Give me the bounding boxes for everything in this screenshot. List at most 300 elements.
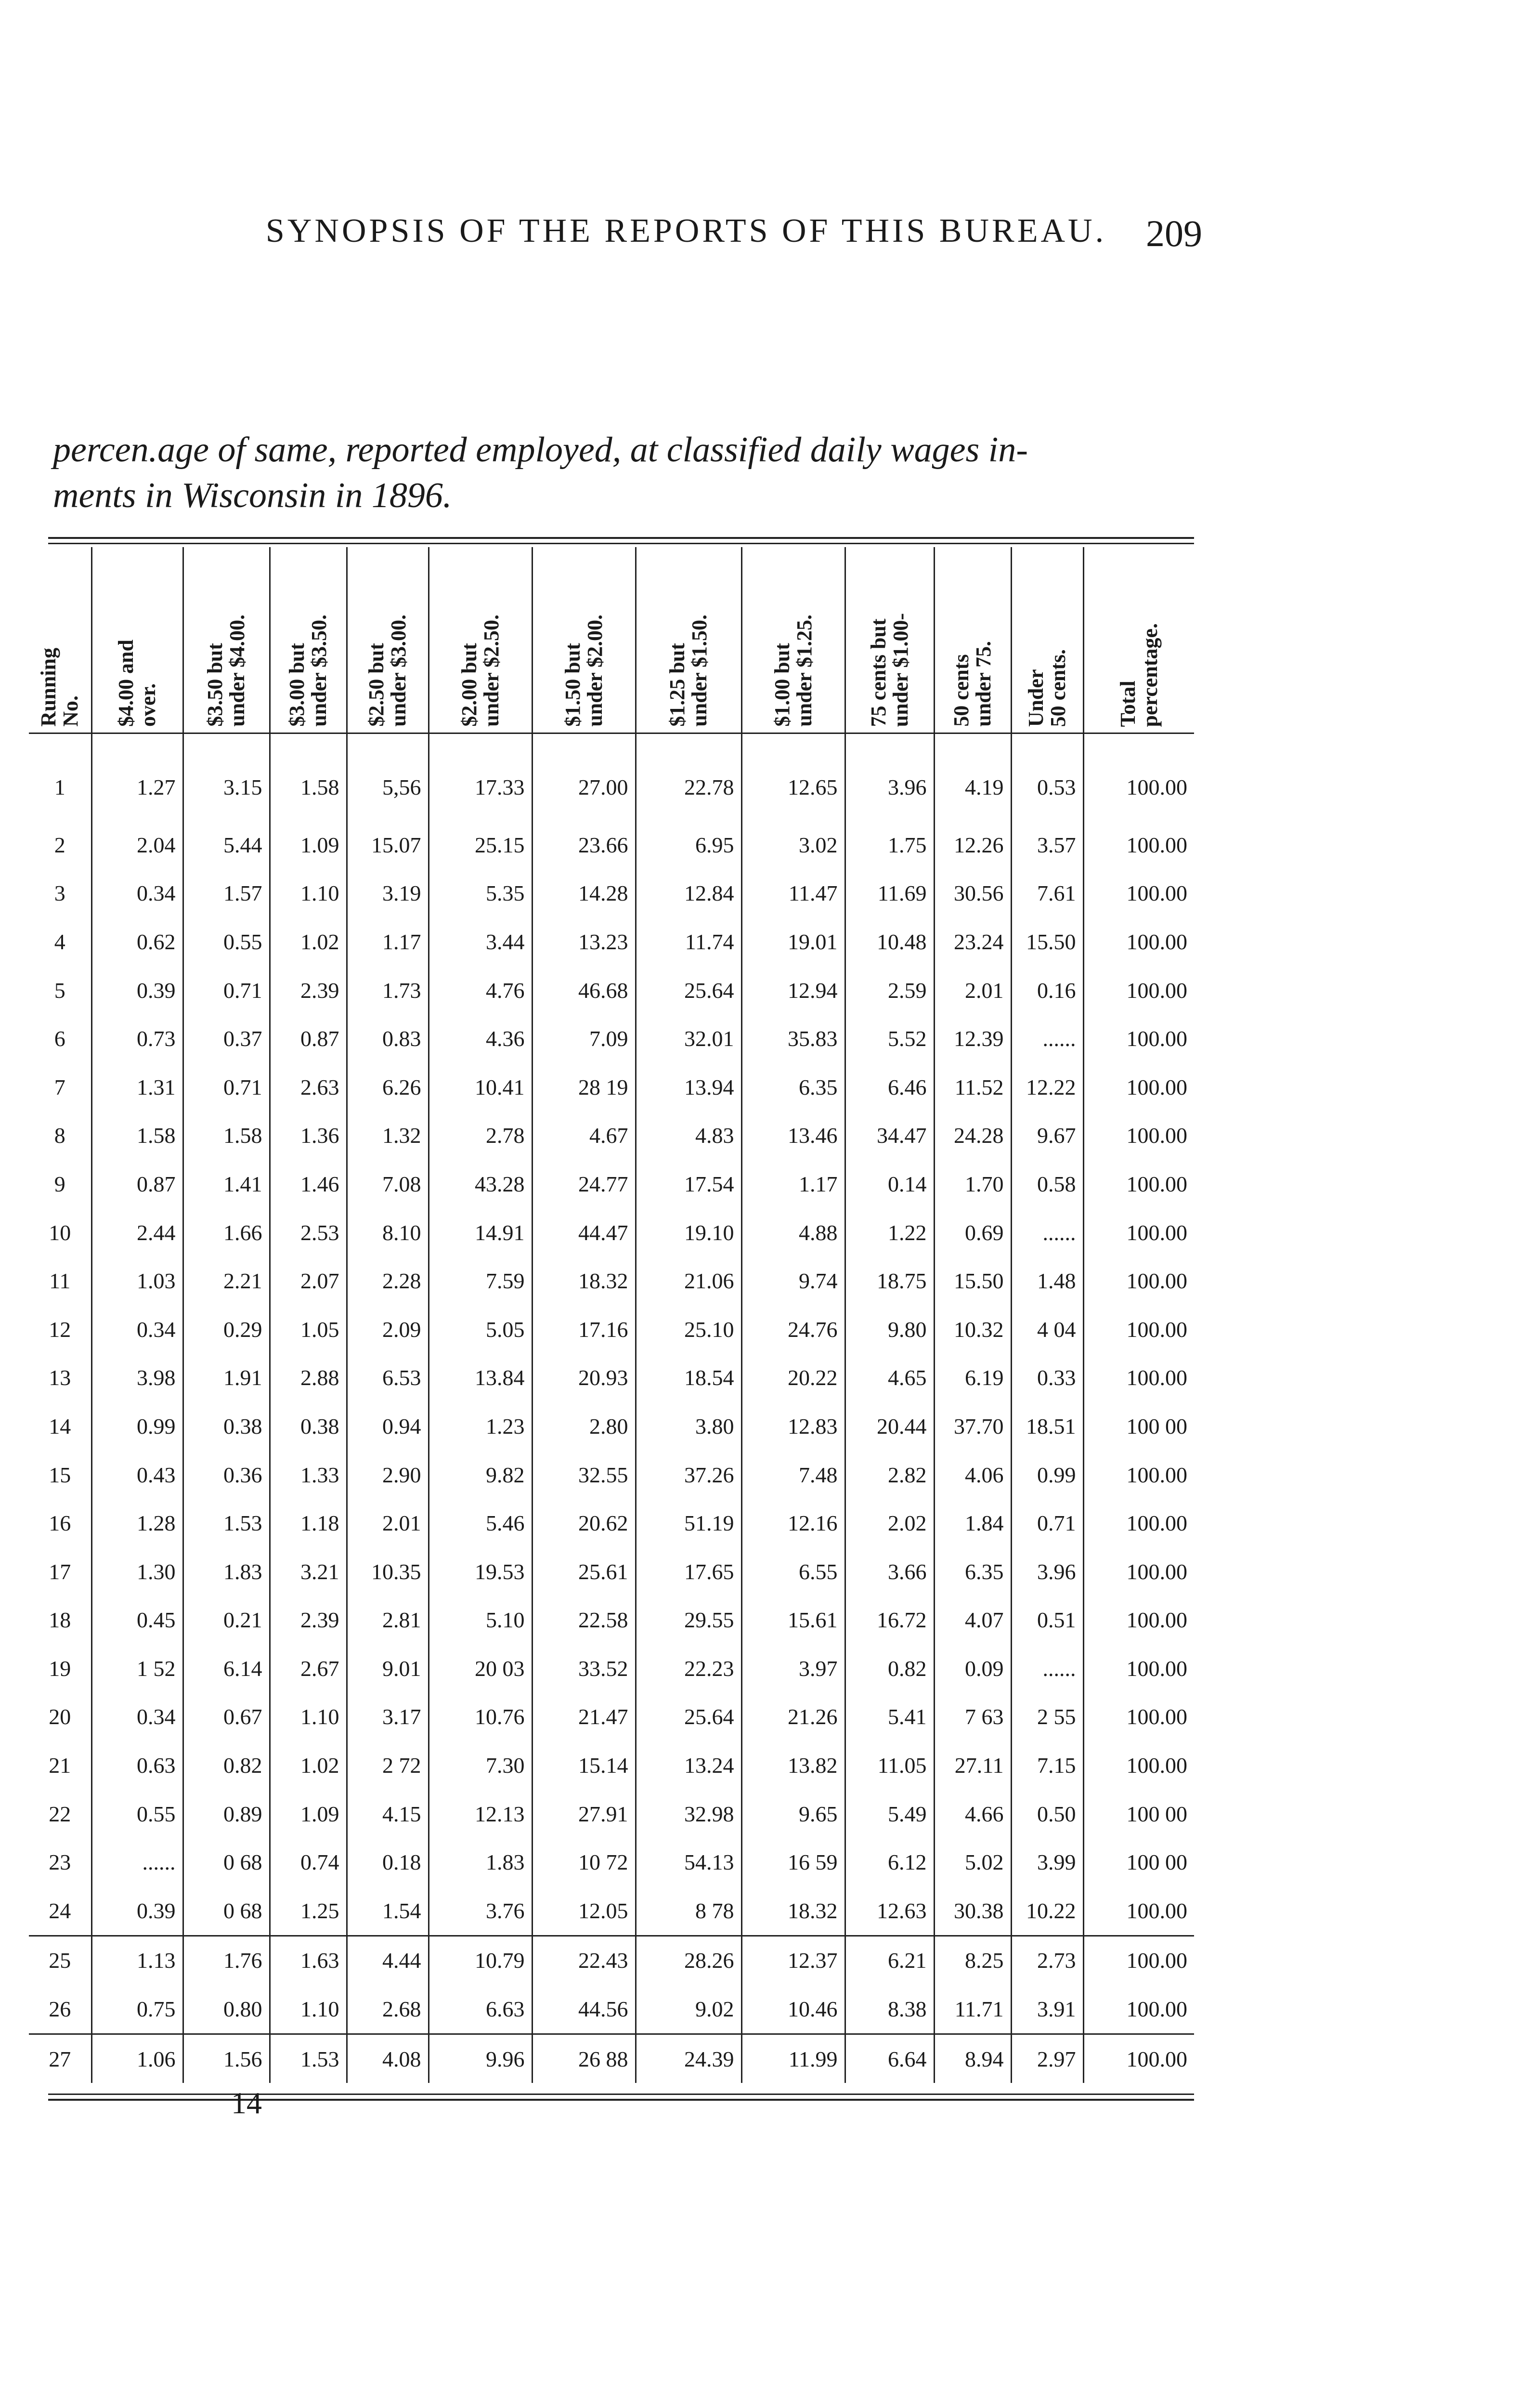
table-cell: 22.58: [532, 1596, 636, 1645]
table-cell: 9.74: [741, 1256, 845, 1305]
table-cell: 100.00: [1126, 1026, 1187, 1051]
table-cell: 1.36: [270, 1112, 347, 1160]
table-cell: 0.51: [1011, 1596, 1083, 1645]
table-cell: 4.08: [347, 2034, 429, 2083]
row-number-cell: 15: [29, 1451, 91, 1499]
table-cell: 0.89: [183, 1790, 270, 1838]
table-cell: 11.52: [934, 1063, 1011, 1112]
table-row: [29, 1741, 1194, 1790]
table-cell: 1.18: [270, 1499, 347, 1547]
table-row: [29, 1208, 1194, 1257]
column-header-wrap: [429, 547, 532, 733]
table-cell: 9.02: [636, 1985, 741, 2034]
table-cell: 1.17: [347, 917, 429, 966]
table-cell: 8.94: [934, 2034, 1011, 2083]
row-number-cell: 26: [29, 1985, 91, 2034]
table-cell: 33.52: [532, 1644, 636, 1693]
table-cell: 0.36: [183, 1451, 270, 1499]
column-header: [1083, 547, 1194, 733]
table-cell: 2.44: [91, 1208, 183, 1257]
table-cell: 12.39: [934, 1014, 1011, 1063]
table-cell: 27.00: [532, 733, 636, 821]
table-cell: 30.56: [934, 869, 1011, 918]
table-cell: 5.44: [183, 821, 270, 869]
table-cell: 100.00: [1126, 1898, 1187, 1923]
row-number-cell: 9: [29, 1160, 91, 1208]
table-cell: 11.69: [845, 869, 934, 918]
table-cell: 9.96: [429, 2034, 532, 2083]
table-row: [29, 1014, 1194, 1063]
row-number-cell: 19: [29, 1644, 91, 1693]
column-header-label: $3.00 but under $3.50.: [285, 615, 331, 727]
table-cell: 0.94: [347, 1402, 429, 1451]
table-cell: 15.50: [1011, 917, 1083, 966]
table-cell: 1.06: [91, 2034, 183, 2083]
table-row: [29, 1838, 1194, 1886]
table-row: [29, 1547, 1194, 1596]
table-cell: 1.84: [934, 1499, 1011, 1547]
table-cell: 3.21: [270, 1547, 347, 1596]
table-cell: 17.54: [636, 1160, 741, 1208]
column-header: [429, 547, 532, 733]
table-cell: 12.05: [532, 1886, 636, 1936]
table-cell: 4.19: [934, 733, 1011, 821]
table-cell: 3.66: [845, 1547, 934, 1596]
table-cell: 7.59: [429, 1256, 532, 1305]
table-cell: 5.41: [845, 1693, 934, 1741]
table-cell: 6.95: [636, 821, 741, 869]
table-cell: 0.71: [1011, 1499, 1083, 1547]
table-cell: 11.05: [845, 1741, 934, 1790]
table-cell: 100 00: [1126, 1801, 1187, 1826]
table-cell: 6.12: [845, 1838, 934, 1886]
table-row: [29, 1693, 1194, 1741]
table-cell: 37.26: [636, 1451, 741, 1499]
row-number-cell: 17: [29, 1547, 91, 1596]
table-cell: 7.09: [532, 1014, 636, 1063]
row-number-cell: 18: [29, 1596, 91, 1645]
table-cell: 1.58: [270, 733, 347, 821]
table-cell: 1.33: [270, 1451, 347, 1499]
table-cell: 7.08: [347, 1160, 429, 1208]
table-row: [29, 966, 1194, 1015]
table-cell: 0 68: [183, 1886, 270, 1936]
table-cell: 37.70: [934, 1402, 1011, 1451]
table-cell: 100.00: [1126, 1511, 1187, 1536]
table-cell: 32.01: [636, 1014, 741, 1063]
table-cell: 2.21: [183, 1256, 270, 1305]
table-cell: 0.21: [183, 1596, 270, 1645]
table-cell: 0.69: [934, 1208, 1011, 1257]
table-cell: 18.32: [532, 1256, 636, 1305]
table-cell: 0.45: [91, 1596, 183, 1645]
caption-year: 1896.: [371, 476, 452, 515]
column-header-wrap: [184, 547, 269, 733]
table-cell: ......: [1011, 1644, 1083, 1693]
table-cell: 13.46: [741, 1112, 845, 1160]
table-cell: 9.65: [741, 1790, 845, 1838]
table-cell: 100.00: [1126, 1220, 1187, 1245]
table-row: [29, 869, 1194, 918]
column-header-wrap: [533, 547, 635, 733]
column-header-label: $1.50 but under $2.00.: [560, 615, 607, 727]
table-cell: 6.64: [845, 2034, 934, 2083]
table-cell: 13.94: [636, 1063, 741, 1112]
table-cell: 6.35: [934, 1547, 1011, 1596]
table-cell: 2.28: [347, 1256, 429, 1305]
table-row: [29, 1596, 1194, 1645]
table-cell: 0.53: [1011, 733, 1083, 821]
table-cell: 0.09: [934, 1644, 1011, 1693]
table-cell: 11.71: [934, 1985, 1011, 2034]
table-cell: 4.76: [429, 966, 532, 1015]
table-cell: 22.23: [636, 1644, 741, 1693]
table-cell: 20.22: [741, 1354, 845, 1402]
table-cell: 0.80: [183, 1985, 270, 2034]
column-header-wrap: [29, 547, 91, 733]
table-cell: 28 19: [532, 1063, 636, 1112]
table-cell: 8.25: [934, 1936, 1011, 1985]
table-cell: 1.02: [270, 917, 347, 966]
table-cell: 2.97: [1011, 2034, 1083, 2083]
table-cell: 0 68: [183, 1838, 270, 1886]
table-cell: 5,56: [347, 733, 429, 821]
table-cell: 6.26: [347, 1063, 429, 1112]
table-cell: 1.53: [183, 1499, 270, 1547]
table-cell: 12.94: [741, 966, 845, 1015]
table-row: [29, 1305, 1194, 1354]
table-cell: 100.00: [1126, 929, 1187, 954]
table-cell: 11.47: [741, 869, 845, 918]
table-cell: 100 00: [1126, 1850, 1187, 1875]
table-cell: 5.05: [429, 1305, 532, 1354]
table-row: [29, 1499, 1194, 1547]
table-cell: 100.00: [1083, 2034, 1194, 2083]
table-cell: 1.75: [845, 821, 934, 869]
table-cell: 51.19: [636, 1499, 741, 1547]
row-number-cell: 4: [29, 917, 91, 966]
column-header: [636, 547, 741, 733]
table-cell: 1.56: [183, 2034, 270, 2083]
column-header: [183, 547, 270, 733]
table-cell: 10.46: [741, 1985, 845, 2034]
table-cell: 5.02: [934, 1838, 1011, 1886]
table-row: [29, 1354, 1194, 1402]
table-cell: 100.00: [1126, 1074, 1187, 1099]
table-cell: 1.09: [270, 821, 347, 869]
table-cell: 1.91: [183, 1354, 270, 1402]
table-cell: 7.15: [1011, 1741, 1083, 1790]
table-cell: 54.13: [636, 1838, 741, 1886]
table-cell: 2.09: [347, 1305, 429, 1354]
table-row: [29, 1063, 1194, 1112]
table-cell: 1.13: [91, 1936, 183, 1985]
table-cell: 100.00: [1126, 1462, 1187, 1487]
table-cell: 28.26: [636, 1936, 741, 1985]
table-cell: 12.22: [1011, 1063, 1083, 1112]
table-cell: 0.55: [183, 917, 270, 966]
table-cell: 0.99: [91, 1402, 183, 1451]
table-cell: 100.00: [1126, 1123, 1187, 1148]
column-header: [741, 547, 845, 733]
row-number-cell: 14: [29, 1402, 91, 1451]
table-cell: 8.38: [845, 1985, 934, 2034]
table-cell: 20.62: [532, 1499, 636, 1547]
table-cell: 2.59: [845, 966, 934, 1015]
table-cell: 34.47: [845, 1112, 934, 1160]
table-cell: 4.83: [636, 1112, 741, 1160]
table-cell: 1.54: [347, 1886, 429, 1936]
column-header-label: Running No.: [37, 648, 83, 727]
column-header-wrap: [1084, 547, 1195, 733]
table-cell: 16 59: [741, 1838, 845, 1886]
table-cell: 16.72: [845, 1596, 934, 1645]
table-row: [29, 1256, 1194, 1305]
table-cell: 1.28: [91, 1499, 183, 1547]
table-cell: 9.67: [1011, 1112, 1083, 1160]
table-cell: 2.39: [270, 1596, 347, 1645]
table-cell: 12.37: [741, 1936, 845, 1985]
table-cell: 0.39: [91, 966, 183, 1015]
table-cell: 0.37: [183, 1014, 270, 1063]
table-cell: 1.73: [347, 966, 429, 1015]
table-cell: ......: [1011, 1014, 1083, 1063]
column-header: [91, 547, 183, 733]
column-header-label: $4.00 and over.: [114, 640, 160, 727]
table-cell: 0.71: [183, 966, 270, 1015]
column-header: [532, 547, 636, 733]
table-cell: ......: [91, 1838, 183, 1886]
row-number-cell: 11: [29, 1256, 91, 1305]
table-cell: 10.41: [429, 1063, 532, 1112]
table-cell: 0.55: [91, 1790, 183, 1838]
table-cell: 100.00: [1126, 1997, 1187, 2022]
column-header-wrap: [637, 547, 741, 733]
column-header-label: $1.25 but under $1.50.: [665, 615, 711, 727]
caption-line-2-mid: in: [326, 476, 372, 515]
table-cell: 0.38: [270, 1402, 347, 1451]
table-cell: 100.00: [1126, 1317, 1187, 1342]
table-row: [29, 821, 1194, 869]
table-cell: 12.84: [636, 869, 741, 918]
column-header-wrap: [271, 547, 346, 733]
table-cell: 43.28: [429, 1160, 532, 1208]
table-cell: 13.24: [636, 1741, 741, 1790]
table-cell: 1.10: [270, 869, 347, 918]
table-cell: 23.24: [934, 917, 1011, 966]
table-cell: 21.06: [636, 1256, 741, 1305]
table-cell: 12.63: [845, 1886, 934, 1936]
table-row: [29, 1790, 1194, 1838]
table-cell: 0.33: [1011, 1354, 1083, 1402]
table-cell: 0.34: [91, 869, 183, 918]
caption-line-2-prefix: ments in: [53, 476, 182, 515]
table-cell: 4 04: [1011, 1305, 1083, 1354]
table-cell: 7.48: [741, 1451, 845, 1499]
table-cell: 0.58: [1011, 1160, 1083, 1208]
table-cell: 3.96: [845, 733, 934, 821]
table-cell: 18.32: [741, 1886, 845, 1936]
table-cell: 6.35: [741, 1063, 845, 1112]
table-cell: 2.67: [270, 1644, 347, 1693]
table-row: [29, 733, 1194, 821]
table-cell: 10.32: [934, 1305, 1011, 1354]
table-cell: 1.83: [429, 1838, 532, 1886]
row-number-cell: 27: [29, 2034, 91, 2083]
table-cell: 25.64: [636, 1693, 741, 1741]
table-cell: 1.53: [270, 2034, 347, 2083]
table-cell: 4.67: [532, 1112, 636, 1160]
table-cell: 0.62: [91, 917, 183, 966]
table-cell: 20.93: [532, 1354, 636, 1402]
table-cell: 21.26: [741, 1693, 845, 1741]
table-row: [29, 917, 1194, 966]
table-cell: 1.70: [934, 1160, 1011, 1208]
table-cell: 44.56: [532, 1985, 636, 2034]
row-number-cell: 20: [29, 1693, 91, 1741]
table-cell: 4.36: [429, 1014, 532, 1063]
row-number-cell: 8: [29, 1112, 91, 1160]
table-cell: 0.75: [91, 1985, 183, 2034]
table-cell: 4.06: [934, 1451, 1011, 1499]
table-cell: 10.76: [429, 1693, 532, 1741]
table-cell: 13.82: [741, 1741, 845, 1790]
table-cell: 3.44: [429, 917, 532, 966]
table-cell: 2.07: [270, 1256, 347, 1305]
table-cell: 11.74: [636, 917, 741, 966]
table-cell: 0.87: [270, 1014, 347, 1063]
table-cell: 27.91: [532, 1790, 636, 1838]
table-cell: 18.54: [636, 1354, 741, 1402]
table-row: [29, 1936, 1194, 1985]
column-header: [347, 547, 429, 733]
table-cell: 0.38: [183, 1402, 270, 1451]
table-cell: 1.10: [270, 1985, 347, 2034]
table-cell: 1.10: [270, 1693, 347, 1741]
table-cell: 6.19: [934, 1354, 1011, 1402]
table-cell: 100.00: [1083, 1936, 1194, 1985]
table-cell: 1.58: [183, 1112, 270, 1160]
table-cell: 0.34: [91, 1305, 183, 1354]
table-cell: 15.14: [532, 1741, 636, 1790]
table-cell: 100.00: [1126, 1365, 1187, 1390]
table-cell: 4.66: [934, 1790, 1011, 1838]
table-cell: 0.87: [91, 1160, 183, 1208]
table-cell: 12.13: [429, 1790, 532, 1838]
signature-mark: 14: [231, 2086, 262, 2120]
table-cell: 32.98: [636, 1790, 741, 1838]
table-cell: 100.00: [1126, 1753, 1187, 1778]
table-row: [29, 2034, 1194, 2083]
table-cell: 24.39: [636, 2034, 741, 2083]
table-cell: 17.65: [636, 1547, 741, 1596]
table-cell: 2.78: [429, 1112, 532, 1160]
table-cell: 0.16: [1011, 966, 1083, 1015]
table-cell: 35.83: [741, 1014, 845, 1063]
table-cell: 25.15: [429, 821, 532, 869]
table-header-row: [29, 547, 1194, 733]
table-cell: 9.01: [347, 1644, 429, 1693]
row-number-cell: 10: [29, 1208, 91, 1257]
row-number-cell: 5: [29, 966, 91, 1015]
table-cell: 27.11: [934, 1741, 1011, 1790]
table-cell: 100.00: [1126, 1269, 1187, 1294]
table-cell: 5.52: [845, 1014, 934, 1063]
table-top-rule: [48, 537, 1194, 544]
table-cell: 0.74: [270, 1838, 347, 1886]
table-cell: 29.55: [636, 1596, 741, 1645]
table-cell: 1.27: [91, 733, 183, 821]
table-cell: 2 72: [347, 1741, 429, 1790]
table-cell: 11.99: [741, 2034, 845, 2083]
table-cell: 3.96: [1011, 1547, 1083, 1596]
table-cell: 100.00: [1126, 774, 1187, 799]
table-cell: 100.00: [1126, 978, 1187, 1003]
table-cell: 8 78: [636, 1886, 741, 1936]
column-header-label: 75 cents but under $1.00-: [866, 613, 912, 727]
table-cell: 22.43: [532, 1936, 636, 1985]
table-cell: 3.91: [1011, 1985, 1083, 2034]
table-cell: 19.01: [741, 917, 845, 966]
table-cell: 3.80: [636, 1402, 741, 1451]
table-cell: 2.04: [91, 821, 183, 869]
table-row: [29, 1644, 1194, 1693]
table-cell: 2.90: [347, 1451, 429, 1499]
table-cell: 17.33: [429, 733, 532, 821]
table-cell: 1.46: [270, 1160, 347, 1208]
table-cell: 17.16: [532, 1305, 636, 1354]
table-cell: 1 52: [91, 1644, 183, 1693]
column-header-label: Under 50 cents.: [1024, 649, 1070, 727]
table-cell: 5.49: [845, 1790, 934, 1838]
table-cell: 44.47: [532, 1208, 636, 1257]
table-row: [29, 1402, 1194, 1451]
table-row: [29, 1160, 1194, 1208]
table-cell: 6.55: [741, 1547, 845, 1596]
table-cell: 3.98: [91, 1354, 183, 1402]
table-cell: 7 63: [934, 1693, 1011, 1741]
table-cell: 0.63: [91, 1741, 183, 1790]
column-header-label: 50 cents under 75.: [949, 641, 995, 727]
table-cell: 3.15: [183, 733, 270, 821]
table-cell: 3.97: [741, 1644, 845, 1693]
row-number-cell: 7: [29, 1063, 91, 1112]
column-header: [934, 547, 1011, 733]
column-header-label: Total percentage.: [1116, 623, 1162, 727]
row-number-cell: 2: [29, 821, 91, 869]
column-header-wrap: [935, 547, 1011, 733]
table-cell: 0.14: [845, 1160, 934, 1208]
column-header-label: $3.50 but under $4.00.: [203, 615, 249, 727]
table-cell: 5.35: [429, 869, 532, 918]
table-cell: 6.21: [845, 1936, 934, 1985]
table-cell: 100.00: [1126, 1704, 1187, 1729]
table-cell: 20 03: [429, 1644, 532, 1693]
table-bottom-rule: [48, 2094, 1194, 2101]
table-cell: 0.39: [91, 1886, 183, 1936]
table-cell: 100.00: [1126, 881, 1187, 906]
table-cell: 2.73: [1011, 1936, 1083, 1985]
table-cell: 1.05: [270, 1305, 347, 1354]
table-cell: 8.10: [347, 1208, 429, 1257]
table-cell: 4.65: [845, 1354, 934, 1402]
table-cell: 2.53: [270, 1208, 347, 1257]
table-cell: 0.34: [91, 1693, 183, 1741]
table-cell: 0.18: [347, 1838, 429, 1886]
table-cell: 4.88: [741, 1208, 845, 1257]
table-body: [29, 733, 1194, 2083]
table-cell: 0.99: [1011, 1451, 1083, 1499]
